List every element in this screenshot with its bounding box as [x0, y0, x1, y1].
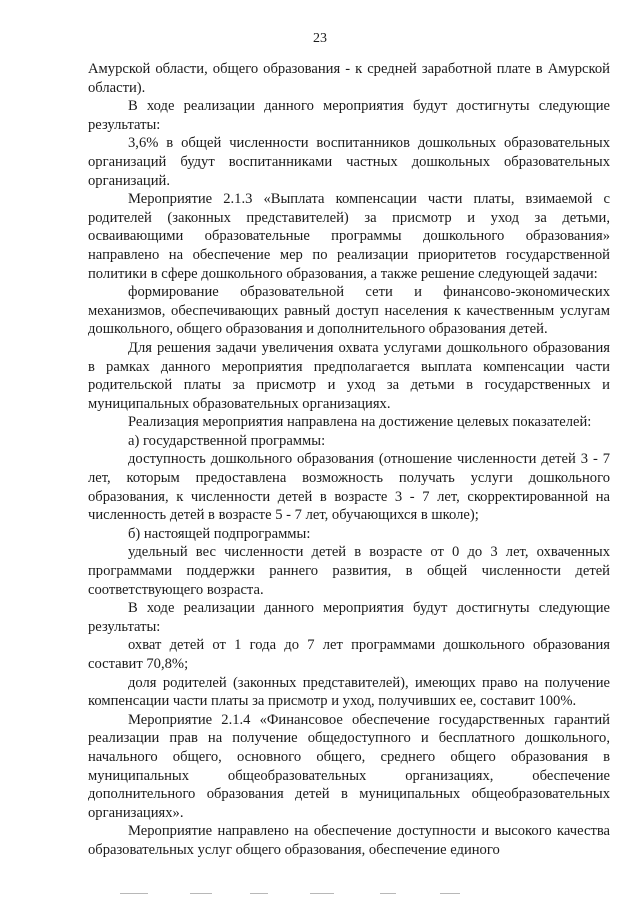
paragraph: удельный вес численности детей в возрасте от 0 до 3 лет, охваченных программами поддержки раннего развития, в общей численности детей соответствующего возраста. — [88, 544, 610, 598]
paragraph: доступность дошкольного образования (отношение численности детей 3 - 7 лет, которым предоставлена возможность получать услуги дошкольного образования, к численности детей в возрасте 3 - 7 лет, скорректированной на численность детей в возрасте 5 - 7 лет, обучающихся в школе); — [88, 451, 610, 524]
paragraph: Мероприятие направлено на обеспечение доступности и высокого качества образовательных услуг общего образования, обеспечение единого — [88, 823, 610, 858]
paragraph: охват детей от 1 года до 7 лет программами дошкольного образования составит 70,8%; — [88, 637, 610, 672]
paragraph: б) настоящей подпрограммы: — [128, 525, 311, 542]
paragraph: Реализация мероприятия направлена на достижение целевых показателей: — [128, 414, 592, 431]
scan-bottom-edge — [120, 893, 520, 896]
scan-mark — [440, 893, 460, 894]
paragraph: Мероприятие 2.1.4 «Финансовое обеспечение государственных гарантий реализации прав на получение общедоступного и бесплатного дошкольного, начального общего, основного общего, среднего общего образования в муниципальных общеобразовательных организациях, обеспечение дополнительного образования детей в муниципальных общеобразовательных организациях». — [88, 711, 610, 821]
paragraph: доля родителей (законных представителей), имеющих право на получение компенсации части платы за присмотр и уход, получивших ее, составит 100%. — [88, 674, 610, 710]
scan-mark — [120, 893, 148, 894]
scan-mark — [310, 893, 334, 894]
paragraph: Мероприятие 2.1.3 «Выплата компенсации части платы, взимаемой с родителей (законных представителей) за присмотр и уход за детьми, осваивающими образовательные программы дошкольного образования» направлено на обеспечение мер по реализации приоритетов государственной политики в сфере дошкольного образования, а также решение следующей задачи: — [88, 191, 610, 282]
paragraph: Для решения задачи увеличения охвата услугами дошкольного образования в рамках данного мероприятия предполагается выплата компенсации части родительской платы за присмотр и уход за детьми в государственных и муниципальных образовательных организациях. — [88, 339, 610, 412]
paragraph: В ходе реализации данного мероприятия будут достигнуты следующие результаты: — [88, 98, 610, 133]
paragraph: 3,6% в общей численности воспитанников дошкольных образовательных организаций будут воспитанниками частных дошкольных образовательных организаций. — [88, 135, 610, 189]
scan-mark — [250, 893, 268, 894]
paragraph: В ходе реализации данного мероприятия будут достигнуты следующие результаты: — [88, 600, 610, 635]
paragraph: формирование образовательной сети и финансово-экономических механизмов, обеспечивающих равный доступ населения к качественным услугам дошкольного, общего образования и дополнительного образования детей. — [88, 284, 610, 338]
paragraph: Амурской области, общего образования - к средней заработной плате в Амурской области). — [88, 61, 610, 96]
document-body — [88, 60, 610, 860]
paragraph: а) государственной программы: — [128, 432, 326, 449]
scan-mark — [190, 893, 212, 894]
scan-mark — [380, 893, 396, 894]
page-number: 23 — [313, 31, 327, 46]
